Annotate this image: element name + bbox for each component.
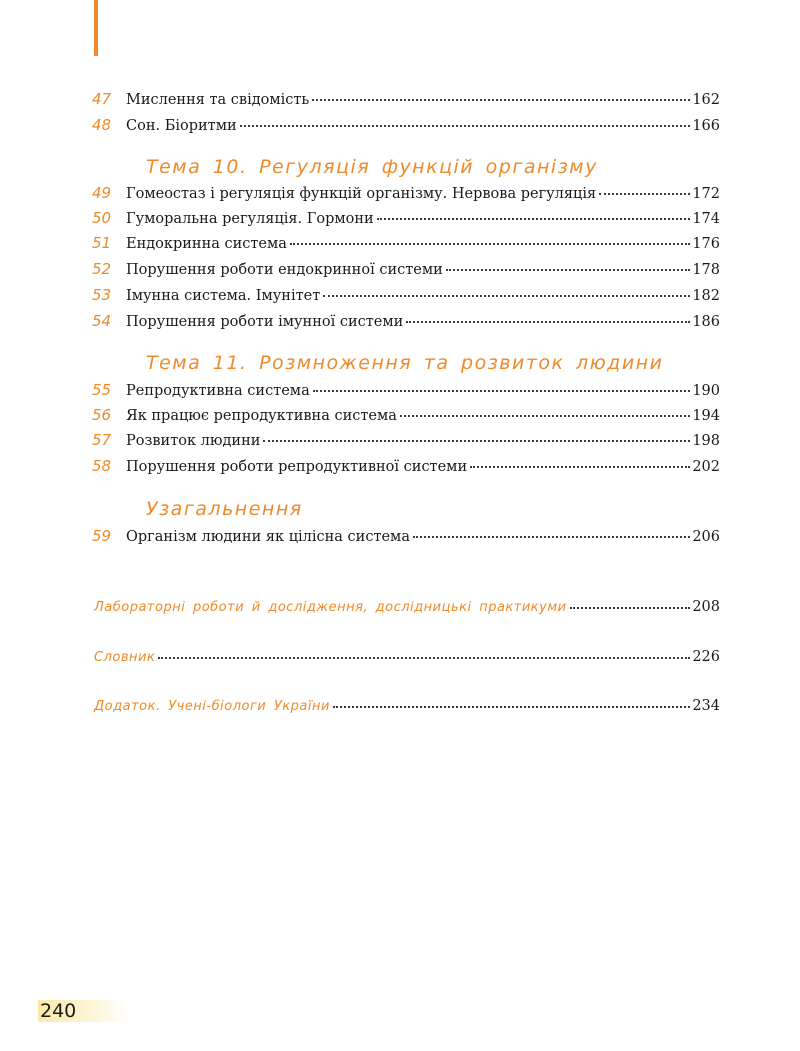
dot-leader bbox=[406, 321, 690, 323]
item-page: 202 bbox=[692, 459, 720, 475]
item-page: 174 bbox=[692, 211, 720, 227]
toc-item-56[interactable] bbox=[92, 404, 720, 426]
item-number: 55 bbox=[92, 381, 112, 399]
item-title: Порушення роботи імунної системи bbox=[126, 314, 404, 330]
item-title: Сон. Біоритми bbox=[126, 118, 237, 134]
dot-leader bbox=[570, 607, 691, 609]
item-title: Порушення роботи репродуктивної системи bbox=[126, 459, 468, 475]
extra-page: 208 bbox=[692, 599, 720, 615]
topic-11-heading: Тема 11. Розмноження та розвиток людини bbox=[146, 352, 664, 374]
item-number: 53 bbox=[92, 286, 112, 304]
dot-leader bbox=[470, 466, 690, 468]
item-page: 162 bbox=[692, 92, 720, 108]
dot-leader bbox=[290, 243, 690, 245]
item-page: 190 bbox=[692, 383, 720, 399]
page-number-footer bbox=[38, 1000, 128, 1022]
item-number: 54 bbox=[92, 312, 112, 330]
dot-leader bbox=[400, 415, 690, 417]
dot-leader bbox=[240, 125, 691, 127]
toc-item-59[interactable] bbox=[92, 525, 720, 547]
toc-item-51[interactable] bbox=[92, 232, 720, 254]
toc-lab-works[interactable] bbox=[94, 596, 720, 618]
item-title: Розвиток людини bbox=[126, 433, 261, 449]
item-page: 194 bbox=[692, 408, 720, 424]
item-page: 176 bbox=[692, 236, 720, 252]
item-title: Мислення та свідомість bbox=[126, 92, 310, 108]
page-number: 240 bbox=[40, 1000, 77, 1022]
toc-item-55[interactable] bbox=[92, 379, 720, 401]
dot-leader bbox=[446, 269, 691, 271]
toc-item-49[interactable] bbox=[92, 182, 720, 204]
toc-glossary[interactable] bbox=[94, 646, 720, 668]
item-page: 182 bbox=[692, 288, 720, 304]
dot-leader bbox=[312, 99, 690, 101]
dot-leader bbox=[333, 706, 690, 708]
item-title: Гомеостаз і регуляція функцій організму. Нервова регуляція bbox=[126, 186, 597, 202]
dot-leader bbox=[599, 193, 690, 195]
accent-bar bbox=[94, 0, 98, 56]
item-page: 172 bbox=[692, 186, 720, 202]
item-page: 206 bbox=[692, 529, 720, 545]
item-title: Репродуктивна система bbox=[126, 383, 310, 399]
item-number: 56 bbox=[92, 406, 112, 424]
item-title: Порушення роботи ендокринної системи bbox=[126, 262, 443, 278]
toc-item-50[interactable] bbox=[92, 207, 720, 229]
item-page: 186 bbox=[692, 314, 720, 330]
item-number: 52 bbox=[92, 260, 112, 278]
dot-leader bbox=[313, 390, 691, 392]
item-number: 47 bbox=[92, 90, 112, 108]
item-title: Ендокринна система bbox=[126, 236, 287, 252]
dot-leader bbox=[377, 218, 691, 220]
toc-item-47[interactable] bbox=[92, 88, 720, 110]
toc-item-52[interactable] bbox=[92, 258, 720, 280]
dot-leader bbox=[323, 295, 690, 297]
item-title: Гуморальна регуляція. Гормони bbox=[126, 211, 374, 227]
toc-item-54[interactable] bbox=[92, 310, 720, 332]
extra-page: 234 bbox=[692, 698, 720, 714]
dot-leader bbox=[413, 536, 690, 538]
dot-leader bbox=[158, 657, 690, 659]
item-number: 51 bbox=[92, 234, 112, 252]
toc-item-48[interactable] bbox=[92, 114, 720, 136]
item-number: 57 bbox=[92, 431, 112, 449]
topic-10-heading: Тема 10. Регуляція функцій організму bbox=[146, 156, 598, 178]
extra-page: 226 bbox=[692, 649, 720, 665]
item-number: 58 bbox=[92, 457, 112, 475]
extra-title: Словник bbox=[94, 650, 156, 665]
item-title: Імунна система. Імунітет bbox=[126, 288, 321, 304]
summary-heading: Узагальнення bbox=[146, 498, 303, 520]
item-page: 198 bbox=[692, 433, 720, 449]
toc-appendix[interactable] bbox=[94, 695, 720, 717]
extra-title: Додаток. Учені-біологи України bbox=[94, 699, 330, 714]
dot-leader bbox=[263, 440, 690, 442]
toc-item-58[interactable] bbox=[92, 455, 720, 477]
extra-title: Лабораторні роботи й дослідження, дослідницькі практикуми bbox=[94, 600, 567, 615]
item-number: 59 bbox=[92, 527, 112, 545]
item-number: 50 bbox=[92, 209, 112, 227]
item-title: Організм людини як цілісна система bbox=[126, 529, 410, 545]
item-page: 166 bbox=[692, 118, 720, 134]
toc-item-53[interactable] bbox=[92, 284, 720, 306]
item-title: Як працює репродуктивна система bbox=[126, 408, 397, 424]
item-page: 178 bbox=[692, 262, 720, 278]
item-number: 49 bbox=[92, 184, 112, 202]
toc-item-57[interactable] bbox=[92, 429, 720, 451]
item-number: 48 bbox=[92, 116, 112, 134]
